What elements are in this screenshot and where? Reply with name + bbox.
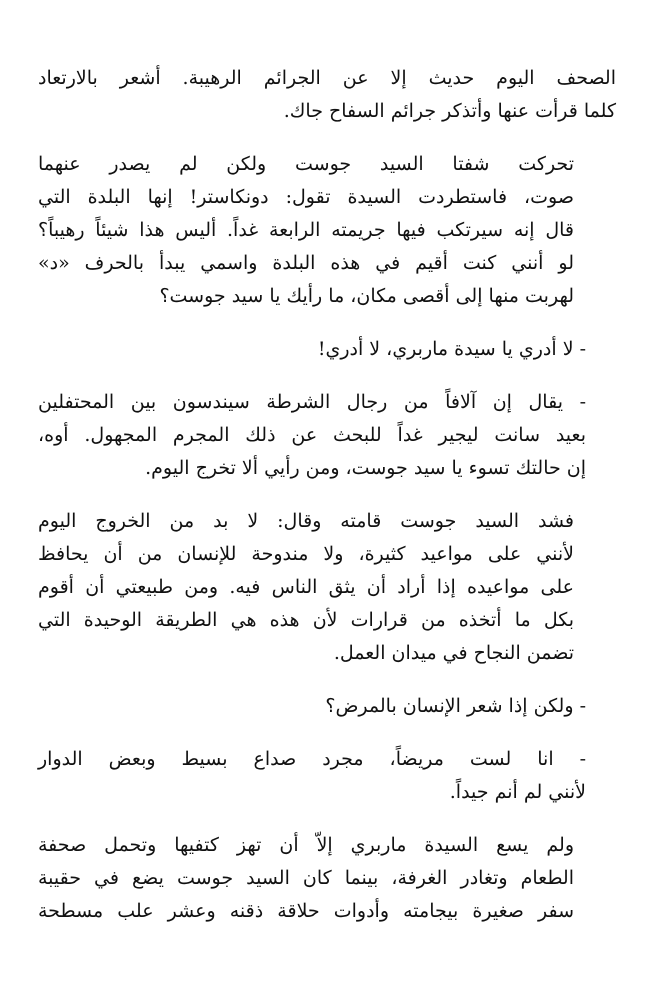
text-line: - يقال إن آلافاً من رجال الشرطة سيندسون بين المحتفلين — [38, 391, 586, 413]
text-line: لو أنني كنت أقيم في هذه البلدة واسمي يبدأ بالحرف «د» — [38, 252, 574, 274]
text-line: لأنني على مواعيد كثيرة، ولا مندوحة للإنسان من أن يحافظ — [38, 543, 574, 565]
text-line: بعيد سانت ليجير غداً للبحث عن ذلك المجرم المجهول. أوه، — [38, 424, 586, 446]
text-line: تضمن النجاح في ميدان العمل. — [333, 642, 574, 664]
paragraph-5 — [38, 505, 616, 670]
text-line: - انا لست مريضاً، مجرد صداع بسيط وبعض الدوار — [38, 748, 586, 770]
text-line: كلما قرأت عنها وأتذكر جرائم السفاح جاك. — [283, 100, 616, 122]
paragraph-1 — [38, 62, 616, 128]
text-line: صوت، فاستطردت السيدة تقول: دونكاستر! إنها البلدة التي — [38, 186, 574, 208]
text-line: سفر صغيرة بيجامته وأدوات حلاقة ذقنه وعشر علب مسطحة — [38, 900, 574, 922]
paragraph-3 — [38, 333, 616, 366]
paragraph-4 — [38, 386, 616, 485]
text-line: إن حالتك تسوء يا سيد جوست، ومن رأيي ألا تخرج اليوم. — [145, 457, 586, 479]
text-line: تحركت شفتا السيد جوست ولكن لم يصدر عنهما — [38, 153, 574, 175]
paragraph-8 — [38, 829, 616, 928]
paragraph-6 — [38, 690, 616, 723]
text-line: قال إنه سيرتكب فيها جريمته الرابعة غداً. أليس هذا شيئاً رهيباً؟ — [38, 219, 574, 241]
text-line: لأنني لم أنم جيداً. — [449, 781, 586, 803]
text-line: بكل ما أتخذه من قرارات لأن هذه هي الطريقة الوحيدة التي — [38, 609, 574, 631]
paragraph-2 — [38, 148, 616, 313]
paragraph-7 — [38, 743, 616, 809]
text-line: ولم يسع السيدة ماربري إلاّ أن تهز كتفيها وتحمل صحفة — [38, 834, 574, 856]
text-line: الصحف اليوم حديث إلا عن الجرائم الرهيبة. أشعر بالارتعاد — [38, 67, 616, 89]
text-line: على مواعيده إذا أراد أن يثق الناس فيه. ومن طبيعتي أن أقوم — [38, 576, 574, 598]
text-line: - ولكن إذا شعر الإنسان بالمرض؟ — [325, 695, 586, 717]
text-line: الطعام وتغادر الغرفة، بينما كان السيد جوست يضع في حقيبة — [38, 867, 574, 889]
text-line: لهربت منها إلى أقصى مكان، ما رأيك يا سيد جوست؟ — [159, 285, 574, 307]
text-line: فشد السيد جوست قامته وقال: لا بد من الخروج اليوم — [38, 510, 574, 532]
text-line: - لا أدري يا سيدة ماربري، لا أدري! — [317, 338, 586, 360]
